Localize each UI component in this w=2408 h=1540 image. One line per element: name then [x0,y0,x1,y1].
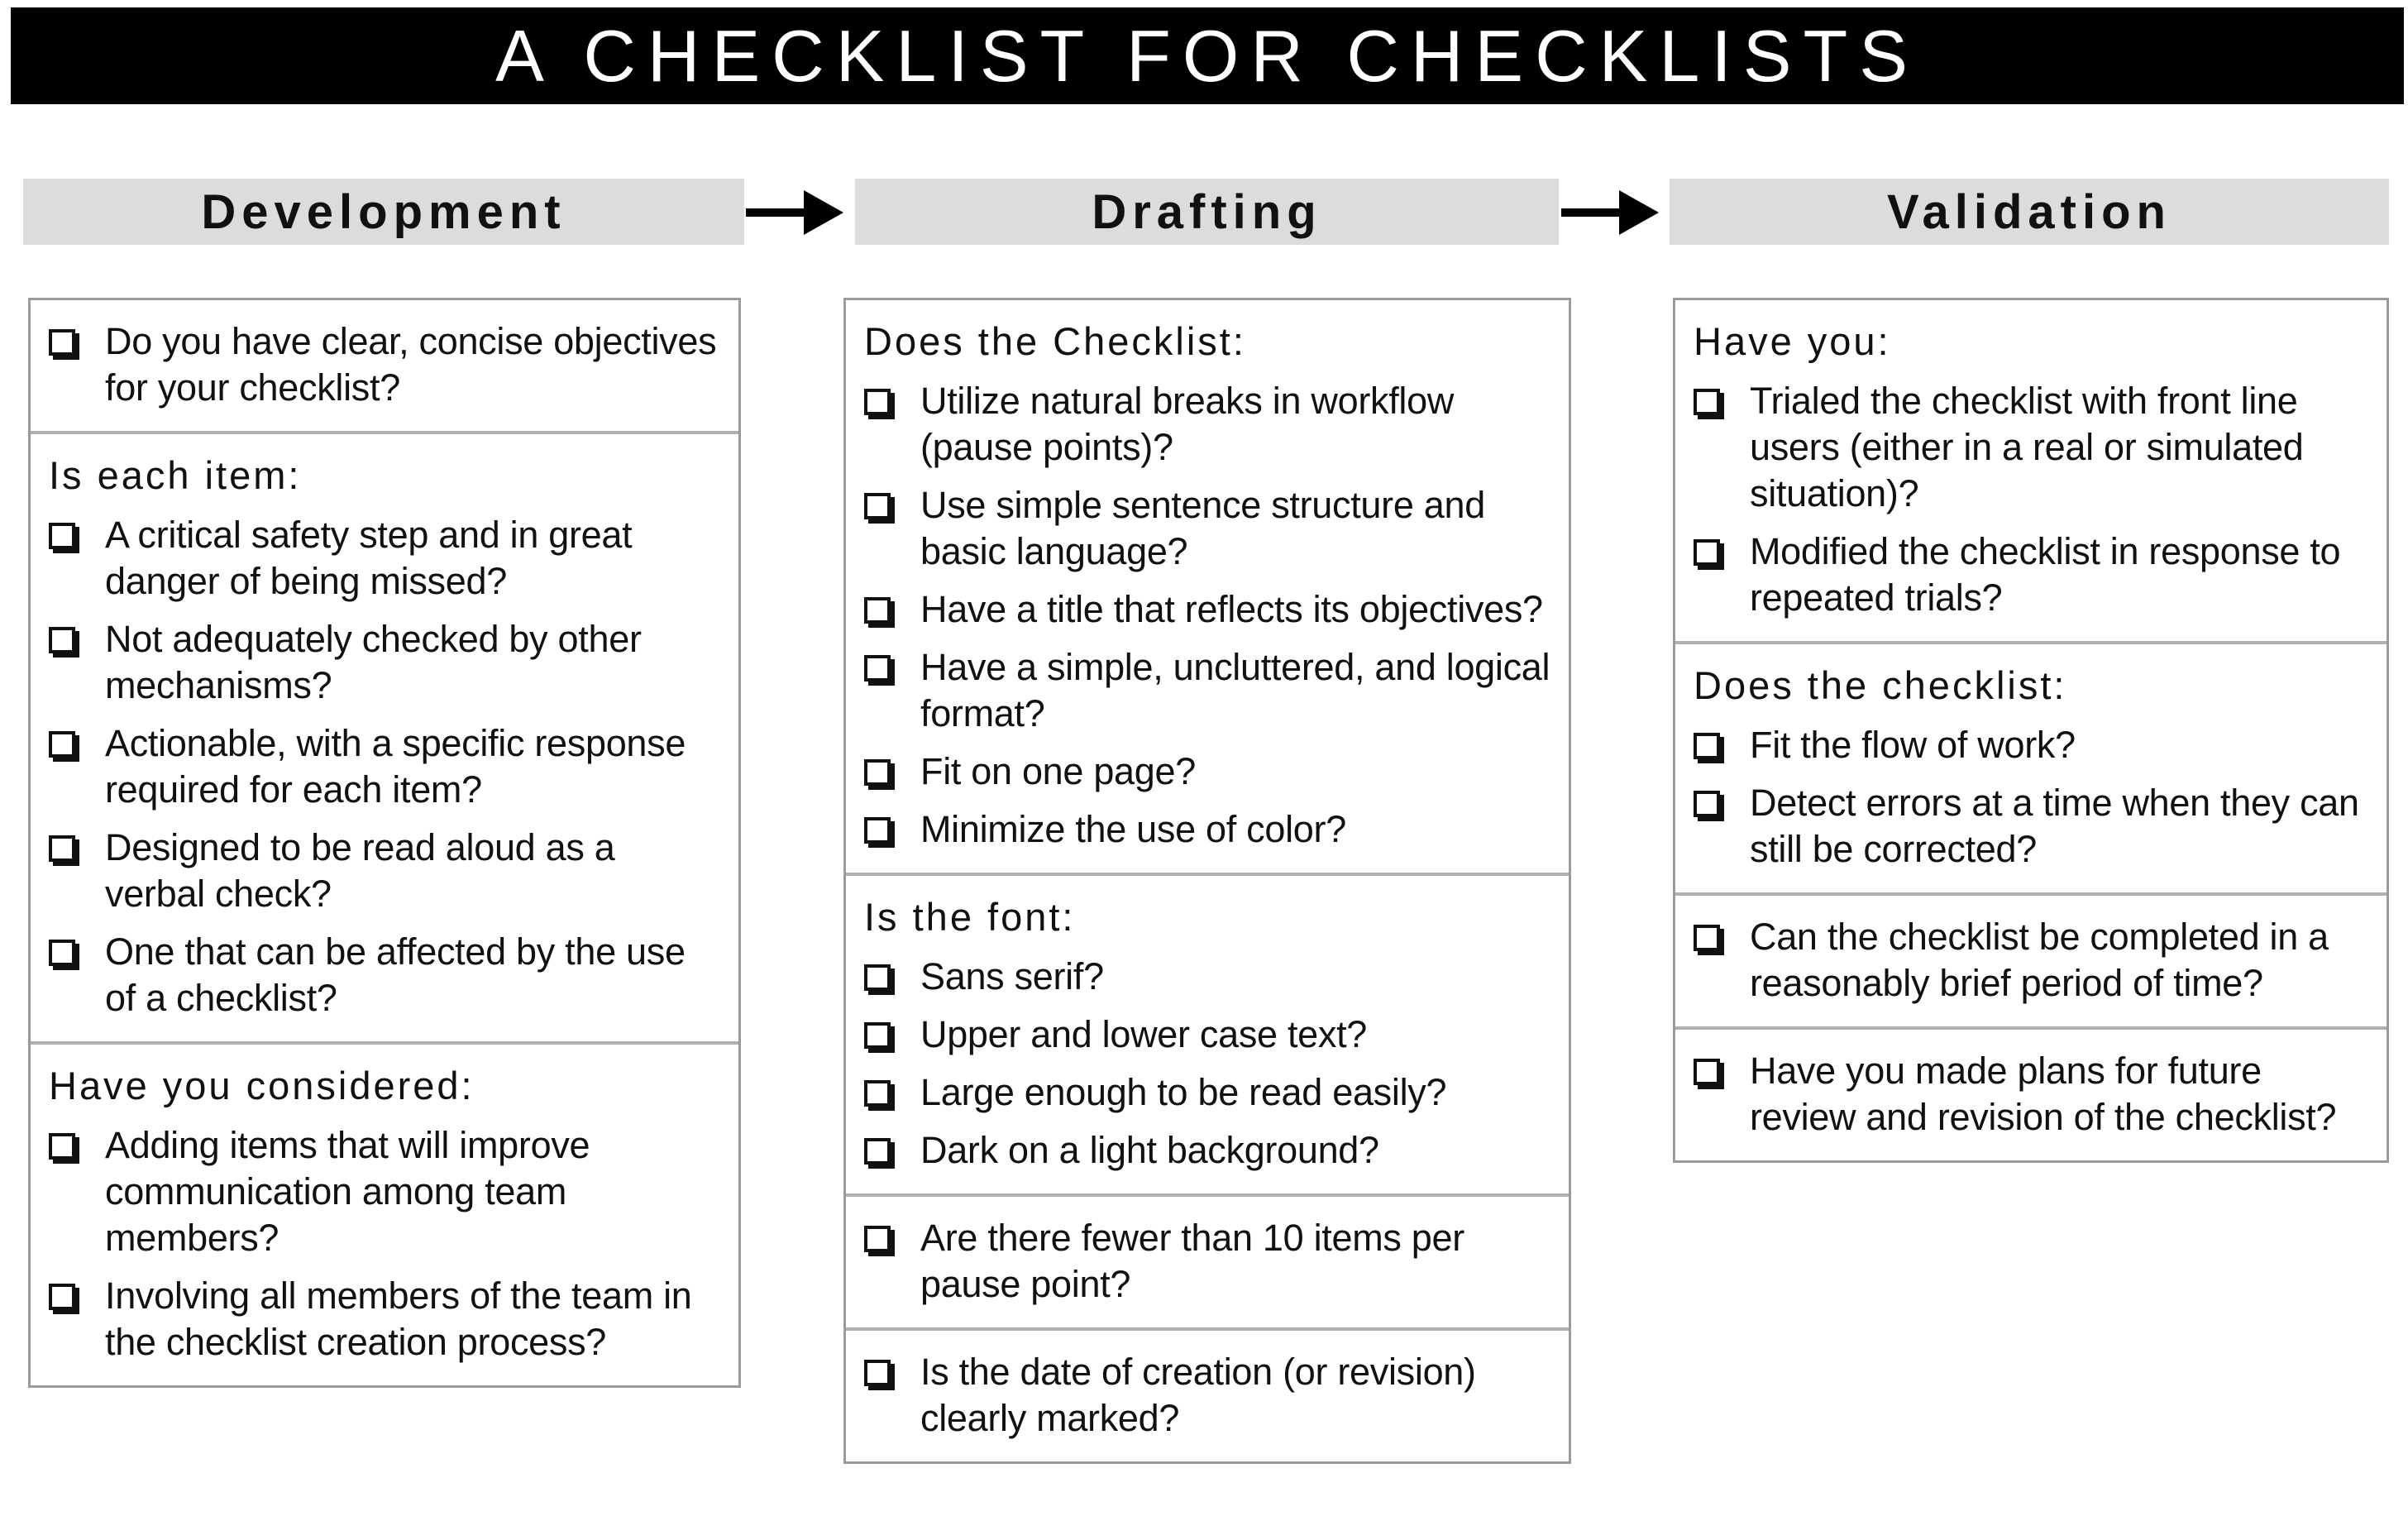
section-heading: Is each item: [49,453,302,497]
checkbox-icon[interactable] [864,1138,891,1165]
checklist-section [1675,892,2386,1026]
stage-header-development: Development [23,179,744,245]
section-heading: Is the font: [864,895,1076,939]
checkbox-icon[interactable] [49,329,75,356]
checklist-item [1694,528,2370,621]
checkbox-icon[interactable] [49,523,75,549]
checklist-item [1694,722,2370,768]
checklist-item [49,616,722,709]
checkbox-icon[interactable] [864,1226,891,1252]
checklist-item-text: Can the checklist be completed in a reasonably brief period of time? [1750,916,2329,1004]
validation-checklist [1673,298,2389,1163]
checklist-item-text: Have a title that reflects its objectives? [920,588,1543,630]
checkbox-icon[interactable] [864,655,891,682]
checkbox-icon[interactable] [49,835,75,862]
stage-header-validation: Validation [1670,179,2389,245]
checklist-item-text: Is the date of creation (or revision) clearly marked? [920,1351,1476,1439]
checklist-item-text: Dark on a light background? [920,1129,1379,1171]
checklist-item-text: A critical safety step and in great danger of being missed? [105,514,633,602]
checklist-item [49,825,722,917]
checkbox-icon[interactable] [864,759,891,786]
checklist-item [49,929,722,1021]
checklist-item-text: One that can be affected by the use of a checklist? [105,930,686,1019]
checklist-item-text: Sans serif? [920,955,1104,997]
checkbox-icon[interactable] [864,493,891,519]
checklist-item [864,806,1552,853]
section-heading: Have you: [1694,319,1891,363]
checkbox-icon[interactable] [1694,791,1720,817]
checklist-item-text: Have you made plans for future review and revision of the checklist? [1750,1050,2337,1138]
arrow-right-icon [1561,184,1660,242]
checkbox-icon[interactable] [1694,925,1720,951]
checklist-item-text: Do you have clear, concise objectives for your checklist? [105,320,717,409]
checklist-item-text: Have a simple, uncluttered, and logical format? [920,646,1550,734]
checklist-section [846,1193,1569,1327]
checklist-item-text: Use simple sentence structure and basic language? [920,484,1485,572]
checkbox-icon[interactable] [49,627,75,653]
checklist-section [1675,1026,2386,1160]
checkbox-icon[interactable] [1694,389,1720,415]
checkbox-icon[interactable] [1694,539,1720,566]
checklist-item-text: Fit the flow of work? [1750,724,2076,766]
checklist-item [1694,914,2370,1007]
checklist-item [864,378,1552,471]
page-title: A CHECKLIST FOR CHECKLISTS [11,7,2404,104]
checklist-item [864,586,1552,633]
checklist-section [31,431,738,1041]
checklist-item-text: Not adequately checked by other mechanisms? [105,618,642,706]
drafting-checklist [843,298,1571,1464]
checklist-item [864,1012,1552,1058]
checklist-item [864,954,1552,1000]
checklist-item-text: Modified the checklist in response to repeated trials? [1750,530,2341,619]
checklist-item [49,512,722,605]
checkbox-icon[interactable] [864,1080,891,1107]
checkbox-icon[interactable] [864,597,891,624]
section-heading: Does the Checklist: [864,319,1246,363]
checkbox-icon[interactable] [864,964,891,991]
checklist-section [1675,641,2386,892]
checklist-item [1694,780,2370,873]
checkbox-icon[interactable] [49,731,75,758]
checklist-item [864,1349,1552,1442]
checklist-item [864,1127,1552,1174]
checklist-item [49,1122,722,1261]
checkbox-icon[interactable] [864,389,891,415]
stage-header-drafting: Drafting [855,179,1559,245]
checklist-item-text: Large enough to be read easily? [920,1071,1447,1113]
checklist-item-text: Detect errors at a time when they can still be corrected? [1750,782,2359,870]
checkbox-icon[interactable] [1694,1059,1720,1085]
checkbox-icon[interactable] [864,1360,891,1386]
checklist-item-text: Actionable, with a specific response required for each item? [105,722,686,811]
checklist-item-text: Involving all members of the team in the checklist creation process? [105,1275,692,1363]
section-heading: Have you considered: [49,1064,475,1107]
checklist-item-text: Fit on one page? [920,750,1196,792]
checkbox-icon[interactable] [49,940,75,966]
development-checklist [28,298,741,1388]
checklist-item [1694,1048,2370,1141]
checklist-item [49,318,722,411]
checklist-item [864,1215,1552,1308]
checklist-section [31,300,738,431]
checklist-item [1694,378,2370,517]
checklist-item [864,1069,1552,1116]
checklist-section [1675,300,2386,641]
checklist-section [31,1041,738,1385]
checklist-item [49,1273,722,1365]
checklist-item-text: Utilize natural breaks in workflow (pause points)? [920,380,1455,468]
checklist-item-text: Adding items that will improve communication among team members? [105,1124,590,1259]
checklist-section [846,300,1569,873]
checkbox-icon[interactable] [864,817,891,844]
checklist-item [864,748,1552,795]
checklist-section [846,873,1569,1193]
checklist-section [846,1327,1569,1461]
section-heading: Does the checklist: [1694,663,2067,707]
checklist-item-text: Designed to be read aloud as a verbal check? [105,826,615,915]
checklist-item [864,644,1552,737]
checkbox-icon[interactable] [1694,733,1720,759]
checklist-item-text: Trialed the checklist with front line users (either in a real or simulated situation)? [1750,380,2304,514]
checkbox-icon[interactable] [864,1022,891,1049]
checklist-item-text: Minimize the use of color? [920,808,1346,850]
checklist-item-text: Upper and lower case text? [920,1013,1368,1055]
arrow-right-icon [746,184,845,242]
checklist-item [49,720,722,813]
checkbox-icon[interactable] [49,1133,75,1160]
checklist-item [864,482,1552,575]
checkbox-icon[interactable] [49,1284,75,1310]
checklist-item-text: Are there fewer than 10 items per pause point? [920,1217,1464,1305]
